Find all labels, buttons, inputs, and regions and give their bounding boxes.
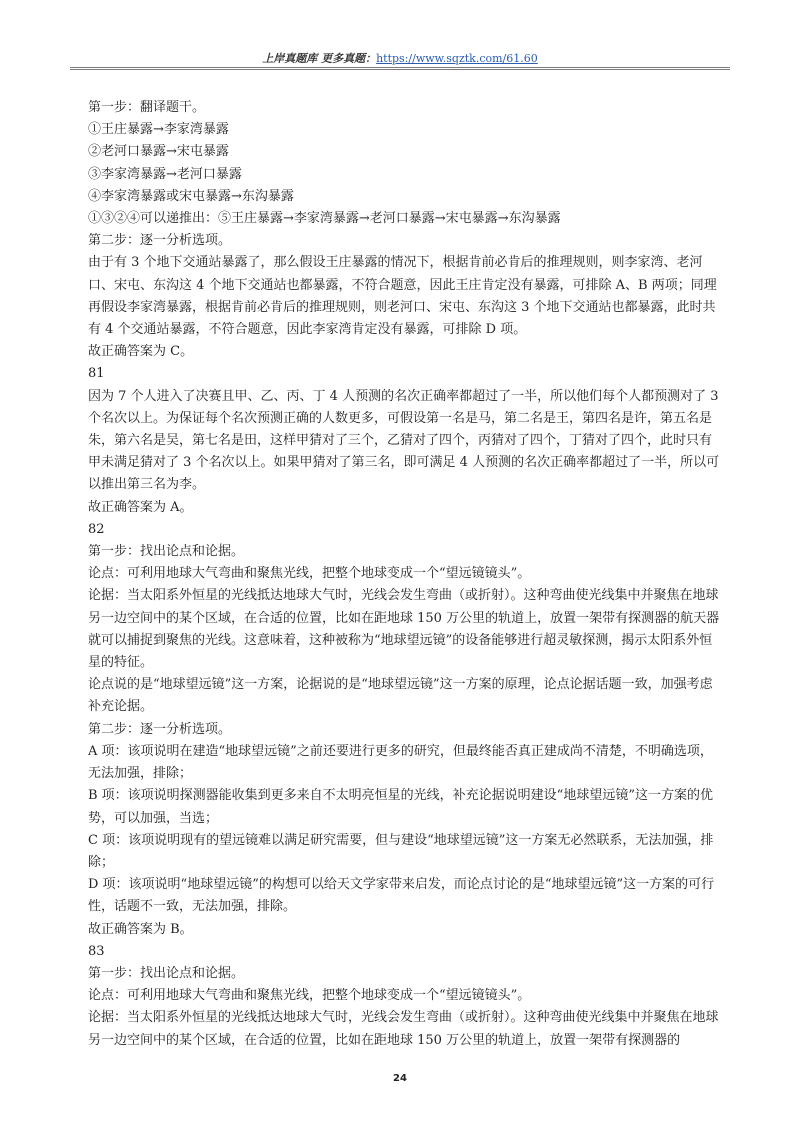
paragraph: ④李家湾暴露或宋屯暴露→东沟暴露: [88, 188, 294, 204]
paragraph: B 项：该项说明探测器能收集到更多来自不太明亮恒星的光线，补充论据说明建设“地球望远镜”这一方案的优势，可以加强，当选；: [88, 788, 713, 826]
paragraph: 因为 7 个人进入了决赛且甲、乙、丙、丁 4 人预测的名次正确率都超过了一半，所以他们每个人都预测对了 3 个名次以上。为保证每个名次预测正确的人数更多，可假设第一名是马，第二名是王，第四名是许，第五名是朱，第六名是吴，第七名是田，这样甲猜对了三个，乙猜对了四个，丙猜对了四个，丁猜对了四个，此时只有甲未满足猜对了 3 个名次以上。如果甲猜对了第三名，即可满足 4 人预测的名次正确率都超过了一半，所以可以推出第三名为李。: [88, 388, 720, 493]
paragraph: 第二步：逐一分析选项。: [88, 233, 232, 249]
page-body: [88, 97, 720, 1052]
header-rule: [70, 67, 730, 70]
header-prefix: 上岸真题库 更多真题：: [262, 52, 377, 65]
paragraph: 第一步：找出论点和论据。: [88, 544, 245, 560]
page-header: [70, 50, 730, 66]
paragraph: 故正确答案为 A。: [88, 499, 193, 515]
paragraph: 第一步：找出论点和论据。: [88, 965, 245, 981]
paragraph: D 项：该项说明“地球望远镜”的构想可以给天文学家带来启发，而论点讨论的是“地球望远镜”这一方案的可行性，话题不一致，无法加强，排除。: [88, 877, 715, 915]
header-link[interactable]: https://www.sqztk.com/61.60: [376, 52, 538, 65]
paragraph: 第二步：逐一分析选项。: [88, 721, 232, 737]
question-number: 81: [88, 366, 105, 382]
paragraph: 故正确答案为 B。: [88, 921, 193, 937]
paragraph: ①③②④可以递推出：⑤王庄暴露→李家湾暴露→老河口暴露→宋屯暴露→东沟暴露: [88, 211, 561, 227]
paragraph: 论点说的是“地球望远镜”这一方案，论据说的是“地球望远镜”这一方案的原理，论点论据话题一致，加强考虑补充论据。: [88, 677, 713, 715]
paragraph: 由于有 3 个地下交通站暴露了，那么假设王庄暴露的情况下，根据肯前必肯后的推理规则，则李家湾、老河口、宋屯、东沟这 4 个地下交通站也都暴露，不符合题意，因此王庄肯定没有暴露，可排除 A、B 两项；同理再假设李家湾暴露，根据肯前必肯后的推理规则，则老河口、宋屯、东沟这 3 个地下交通站也都暴露，此时共有 4 个交通站暴露，不符合题意，因此李家湾肯定没有暴露，可排除 D 项。: [88, 255, 717, 338]
paragraph: 论据：当太阳系外恒星的光线抵达地球大气时，光线会发生弯曲（或折射）。这种弯曲使光线集中并聚焦在地球另一边空间中的某个区域，在合适的位置，比如在距地球 150 万公里的轨道上，放置一架带有探测器的航天器就可以捕捉到聚焦的光线。这意味着，这种被称为“地球望远镜”的设备能够进行超灵敏探测，揭示太阳系外恒星的特征。: [88, 588, 720, 671]
paragraph: ③李家湾暴露→老河口暴露: [88, 166, 242, 182]
paragraph: 故正确答案为 C。: [88, 344, 194, 360]
paragraph: 第一步：翻译题干。: [88, 100, 206, 115]
paragraph: 论点：可利用地球大气弯曲和聚焦光线，把整个地球变成一个“望远镜镜头”。: [88, 566, 531, 582]
question-number: 83: [88, 943, 105, 959]
paragraph: 论据：当太阳系外恒星的光线抵达地球大气时，光线会发生弯曲（或折射）。这种弯曲使光线集中并聚焦在地球另一边空间中的某个区域，在合适的位置，比如在距地球 150 万公里的轨道上，放置一架带有探测器的: [88, 1010, 719, 1048]
question-number: 82: [88, 521, 105, 537]
paragraph: C 项：该项说明现有的望远镜难以满足研究需要，但与建设“地球望远镜”这一方案无必然联系，无法加强，排除；: [88, 832, 714, 870]
page-number: 24: [393, 1073, 407, 1084]
paragraph: 论点：可利用地球大气弯曲和聚焦光线，把整个地球变成一个“望远镜镜头”。: [88, 988, 531, 1004]
paragraph: A 项：该项说明在建造“地球望远镜”之前还要进行更多的研究，但最终能否真正建成尚不清楚，不明确选项，无法加强，排除；: [88, 743, 713, 782]
paragraph: ②老河口暴露→宋屯暴露: [88, 144, 229, 160]
paragraph: ①王庄暴露→李家湾暴露: [88, 122, 229, 138]
